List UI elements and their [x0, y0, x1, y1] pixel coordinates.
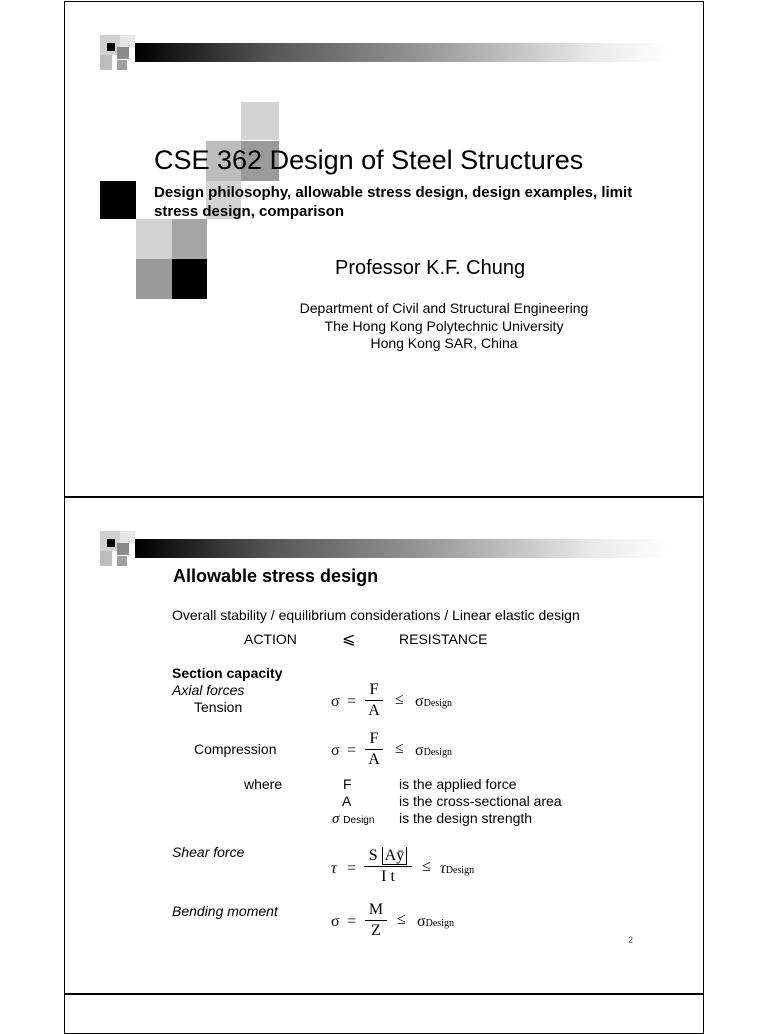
page-number: 2 [628, 935, 634, 945]
le-symbol: ≤ [395, 740, 404, 757]
presentation-title: CSE 362 Design of Steel Structures [154, 145, 584, 175]
fraction [364, 847, 412, 886]
sigma-design: σDesign [415, 742, 452, 759]
sigma-symbol: σ [331, 913, 340, 930]
where-label: where [244, 776, 283, 792]
equals-symbol: = [347, 913, 357, 930]
le-symbol: ≤ [422, 858, 431, 875]
le-symbol: ≤ [395, 691, 404, 708]
def-symbol-f: F [343, 776, 352, 792]
slide-heading: Allowable stress design [173, 566, 379, 586]
slide-1 [64, 1, 704, 497]
equals-symbol: = [347, 742, 357, 759]
sigma-design: σDesign [415, 693, 452, 710]
tau-design: τDesign [440, 860, 475, 877]
resistance-label: RESISTANCE [399, 631, 488, 647]
presentation-subtitle: Design philosophy, allowable stress design, design examples, limit stress design, comparison [154, 184, 633, 220]
fraction [365, 730, 383, 769]
sigma-design: σDesign [417, 913, 454, 930]
header-gradient-bar [135, 43, 670, 62]
tension-label: Tension [194, 699, 243, 715]
bending-moment-label: Bending moment [172, 903, 278, 919]
equals-symbol: = [347, 860, 357, 877]
axial-forces-label: Axial forces [172, 682, 245, 698]
tau-symbol: τ [331, 860, 337, 877]
header-gradient-bar [135, 539, 670, 558]
slide-3 [64, 994, 704, 1034]
denominator: A [368, 702, 380, 719]
department-block [265, 300, 623, 353]
numerator: S Aȳ [364, 847, 412, 865]
denominator: Z [371, 922, 381, 939]
def-text-sigma-design: is the design strength [399, 810, 533, 826]
equals-symbol: = [347, 693, 357, 710]
le-symbol: ≤ [397, 911, 406, 928]
def-text-a: is the cross-sectional area [399, 793, 562, 809]
department-line: Department of Civil and Structural Engineering [299, 300, 589, 316]
def-symbol-sigma-design: σ Design [332, 811, 375, 827]
sigma-symbol: σ [331, 742, 340, 759]
leq-symbol: ⩽ [342, 631, 356, 648]
numerator: F [369, 730, 379, 747]
def-symbol-a: A [342, 793, 352, 809]
denominator: A [368, 751, 380, 768]
slide-2 [64, 497, 704, 994]
numerator: F [369, 681, 379, 698]
section-capacity-heading: Section capacity [172, 665, 283, 681]
def-text-f: is the applied force [399, 776, 517, 792]
university-line: The Hong Kong Polytechnic University [324, 317, 564, 334]
numerator: M [368, 901, 384, 918]
denominator: I t [381, 868, 395, 885]
fraction [365, 901, 387, 940]
intro-text: Overall stability / equilibrium considerations / Linear elastic design [172, 607, 580, 623]
sigma-symbol: σ [331, 693, 340, 710]
location-line: Hong Kong SAR, China [370, 335, 518, 351]
compression-label: Compression [194, 741, 277, 757]
shear-force-label: Shear force [172, 844, 245, 860]
action-label: ACTION [244, 631, 297, 647]
fraction [365, 681, 383, 720]
author-name: Professor K.F. Chung [335, 257, 526, 279]
